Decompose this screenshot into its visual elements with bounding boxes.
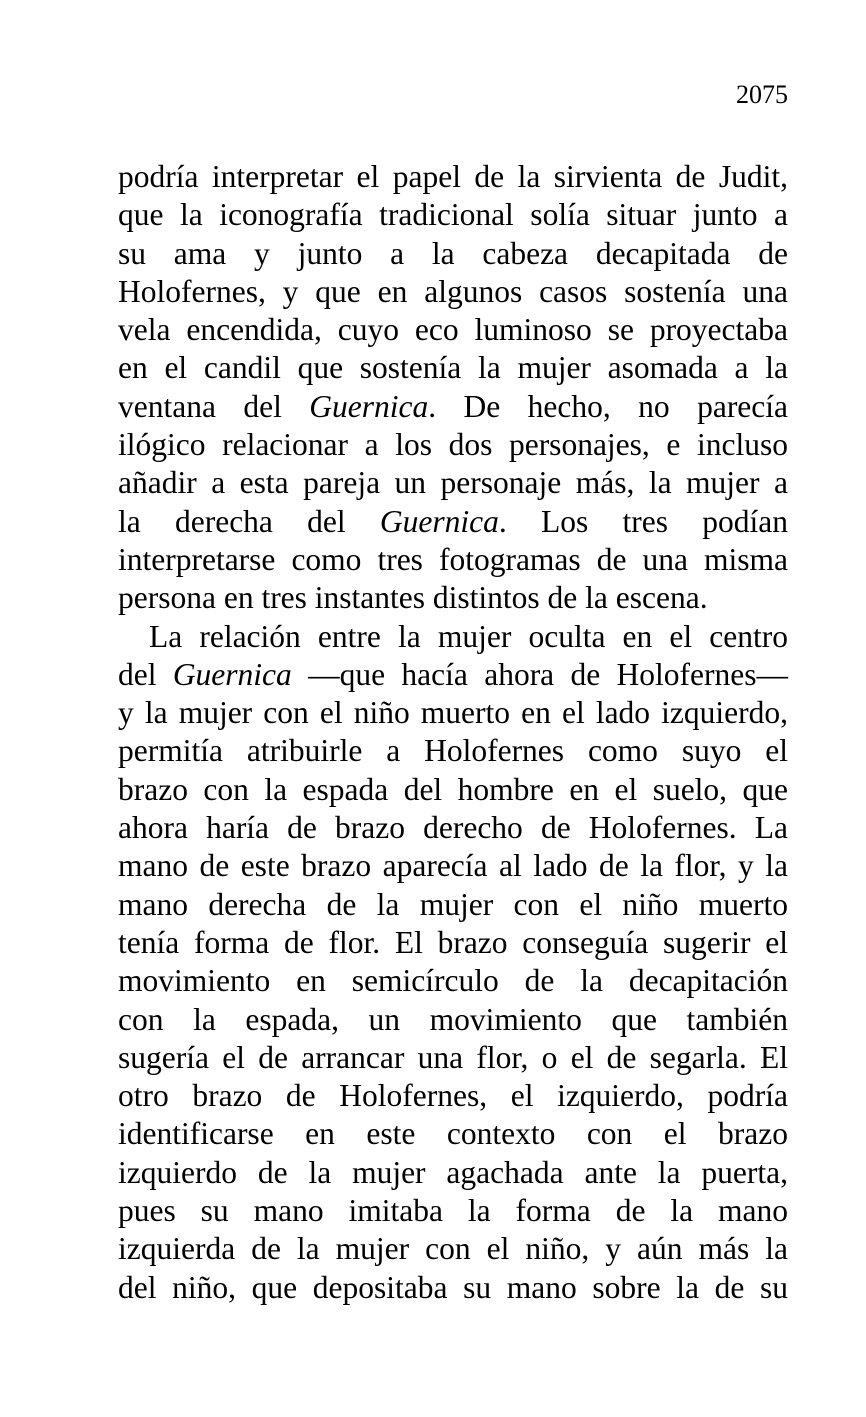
text-line: movimiento en semicírculo de la decapitación <box>118 963 788 999</box>
text-line: identificarse en este contexto con el brazo <box>118 1116 788 1152</box>
text-line: ilógico relacionar a los dos personajes, e incluso <box>118 427 788 463</box>
text-line: su ama y junto a la cabeza decapitada de <box>118 235 788 271</box>
body-text <box>118 158 788 1307</box>
text-line: mano de este brazo aparecía al lado de la flor, y la <box>118 848 788 884</box>
text-line: la derecha del Guernica. Los tres podían <box>118 503 788 539</box>
text-line: que la iconografía tradicional solía situar junto a <box>118 197 788 233</box>
text-line: otro brazo de Holofernes, el izquierdo, podría <box>118 1078 788 1114</box>
text-line: y la mujer con el niño muerto en el lado izquierdo, <box>118 695 788 731</box>
text-line: del Guernica —que hacía ahora de Holofernes— <box>118 656 788 692</box>
italic-title: Guernica <box>172 656 292 692</box>
text-line: añadir a esta pareja un personaje más, la mujer a <box>118 465 788 501</box>
text-line: persona en tres instantes distintos de la escena. <box>118 580 708 616</box>
text-line: ahora haría de brazo derecho de Holofernes. La <box>118 810 788 846</box>
text-line: Holofernes, y que en algunos casos sostenía una <box>118 273 788 309</box>
page-number: 2075 <box>736 80 788 109</box>
text-line: izquierdo de la mujer agachada ante la puerta, <box>118 1154 788 1190</box>
text-line: vela encendida, cuyo eco luminoso se proyectaba <box>118 312 788 348</box>
paragraph-1 <box>118 158 788 618</box>
text-line: en el candil que sostenía la mujer asomada a la <box>118 350 788 386</box>
text-line: La relación entre la mujer oculta en el centro <box>149 618 788 654</box>
text-line: ventana del Guernica. De hecho, no parecía <box>118 388 789 424</box>
text-line: con la espada, un movimiento que también <box>118 1001 788 1037</box>
paragraph-2 <box>118 618 788 1307</box>
text-line: tenía forma de flor. El brazo conseguía sugerir el <box>118 924 788 960</box>
text-line: izquierda de la mujer con el niño, y aún más la <box>118 1231 788 1267</box>
text-line: pues su mano imitaba la forma de la mano <box>118 1193 788 1229</box>
italic-title: Guernica <box>309 388 429 424</box>
text-line: interpretarse como tres fotogramas de una misma <box>118 541 788 577</box>
text-line: permitía atribuirle a Holofernes como suyo el <box>118 733 788 769</box>
text-line: sugería el de arrancar una flor, o el de segarla. El <box>118 1039 788 1075</box>
text-line: brazo con la espada del hombre en el suelo, que <box>118 771 788 807</box>
italic-title: Guernica <box>379 503 499 539</box>
text-line: podría interpretar el papel de la sirvienta de Judit, <box>118 159 788 194</box>
text-line: del niño, que depositaba su mano sobre la de su <box>118 1269 788 1305</box>
text-line: mano derecha de la mujer con el niño muerto <box>118 886 788 922</box>
